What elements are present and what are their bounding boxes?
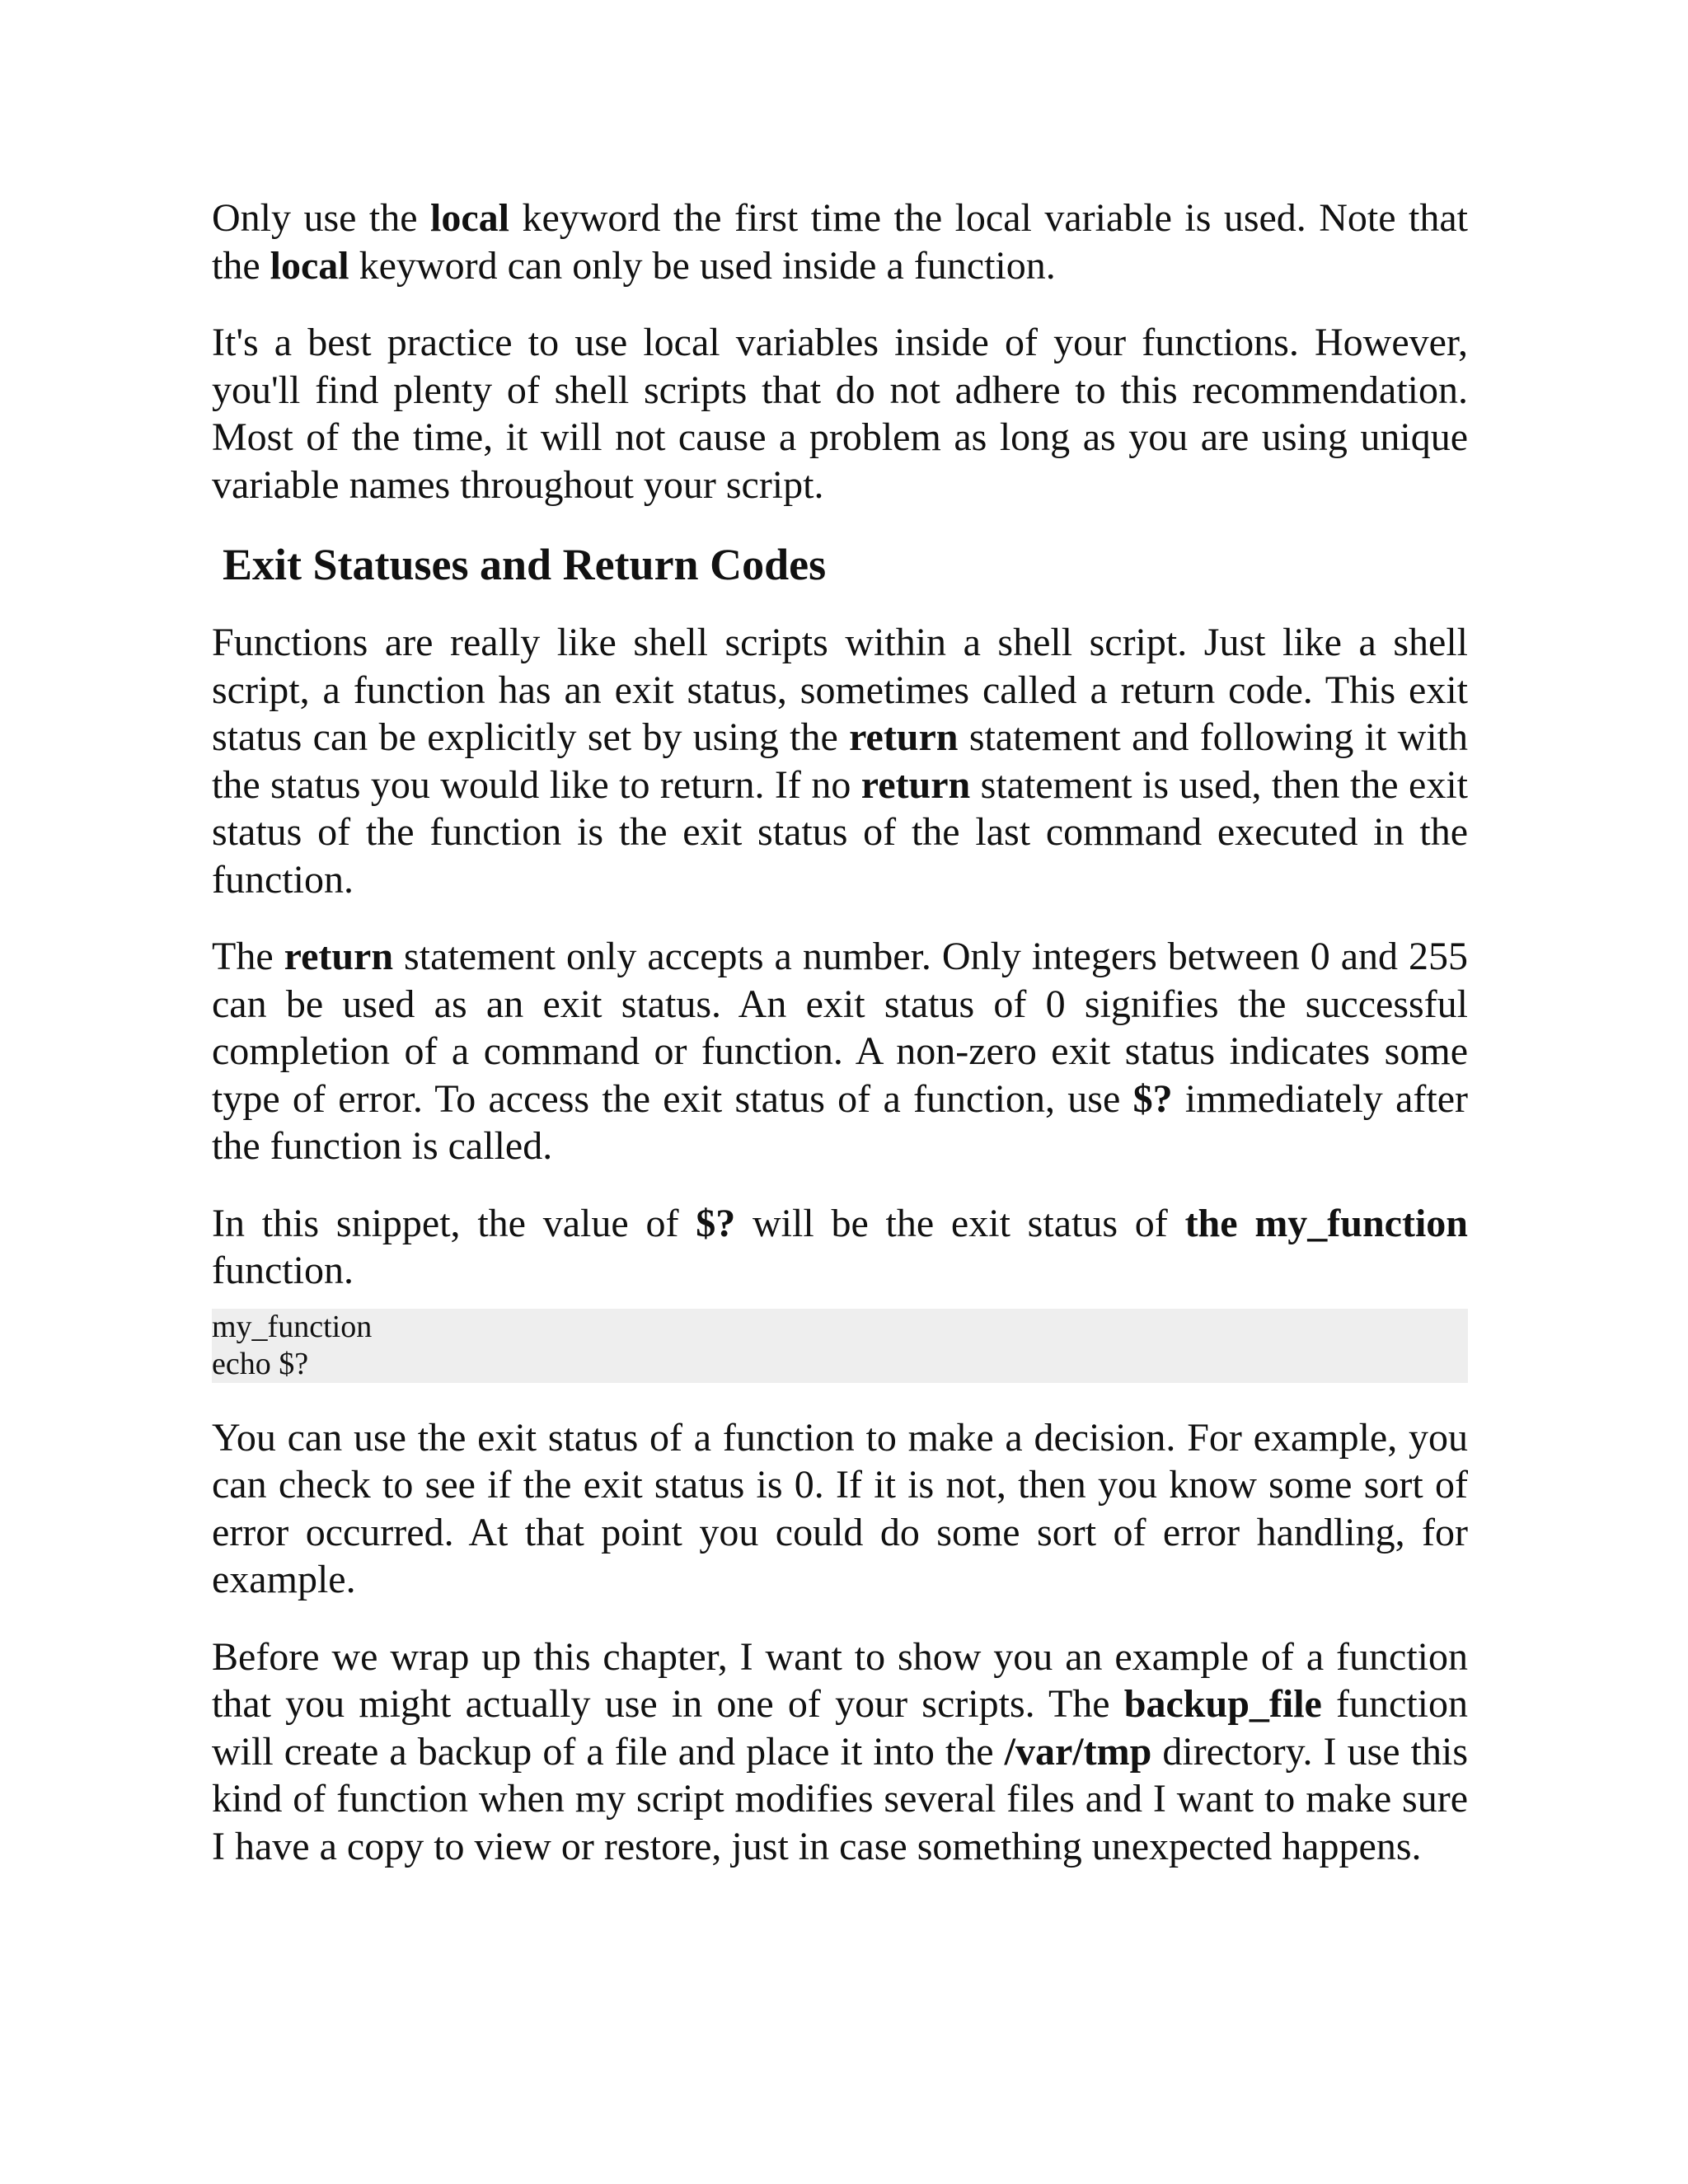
keyword-var-tmp: /var/tmp — [1004, 1729, 1152, 1774]
keyword-local: local — [430, 196, 509, 240]
paragraph-backup-file: Before we wrap up this chapter, I want to show you an example of a function that you might actually use in one of your scripts. The backup_file function will create a backup of a file and place it into the /var/tmp directory. I use this kind of function when my script modifies several files and I want to make sure I have a copy to view or restore, just in case something unexpected happens. — [212, 1634, 1469, 1868]
code-line: echo $? — [212, 1346, 309, 1381]
paragraph-snippet-intro: In this snippet, the value of $? will be the exit status of the my_function function. — [212, 1201, 1469, 1292]
keyword-return: return — [284, 935, 394, 978]
code-snippet — [212, 1309, 1468, 1383]
paragraph-local-keyword: Only use the local keyword the first time the local variable is used. Note that the local keyword can only be used inside a function. — [212, 196, 1469, 288]
keyword-local: local — [270, 243, 349, 288]
paragraph-functions-exit-status: Functions are really like shell scripts within a shell script. Just like a shell script, a function has an exit status, sometimes called a return code. This exit status can be explicitly set by using the return statement and following it with the status you would like to return. If no return statement is used, then the exit status of the function is the exit status of the last command executed in the function. — [212, 621, 1469, 902]
code-line: my_function — [212, 1309, 373, 1344]
keyword-backup-file: backup_file — [1123, 1682, 1322, 1726]
keyword-exit-status-var: $? — [696, 1201, 736, 1245]
paragraph-best-practice: It's a best practice to use local variables inside of your functions. However, you'll find plenty of shell scripts that do not adhere to this recommendation. Most of the time, it will not cause a problem as long as you are using unique variable names throughout your script. — [212, 321, 1468, 507]
keyword-return: return — [849, 715, 959, 759]
keyword-exit-status-var: $? — [1132, 1076, 1173, 1121]
document-page — [212, 194, 1468, 1900]
paragraph-decision: You can use the exit status of a function to make a decision. For example, you can check to see if the exit status is 0. If it is not, then you know some sort of error occurred. At that point you could do some sort of error handling, for example. — [212, 1415, 1468, 1601]
keyword-return: return — [860, 762, 971, 807]
keyword-my-function: the my_function — [1184, 1201, 1469, 1245]
section-heading: Exit Statuses and Return Codes — [223, 540, 827, 589]
paragraph-return-statement: The return statement only accepts a number. Only integers between 0 and 255 can be used as an exit status. An exit status of 0 signifies the successful completion of a command or function. A non-zero exit status indicates some type of error. To access the exit status of a function, use $? immediately after the function is called. — [212, 935, 1468, 1168]
